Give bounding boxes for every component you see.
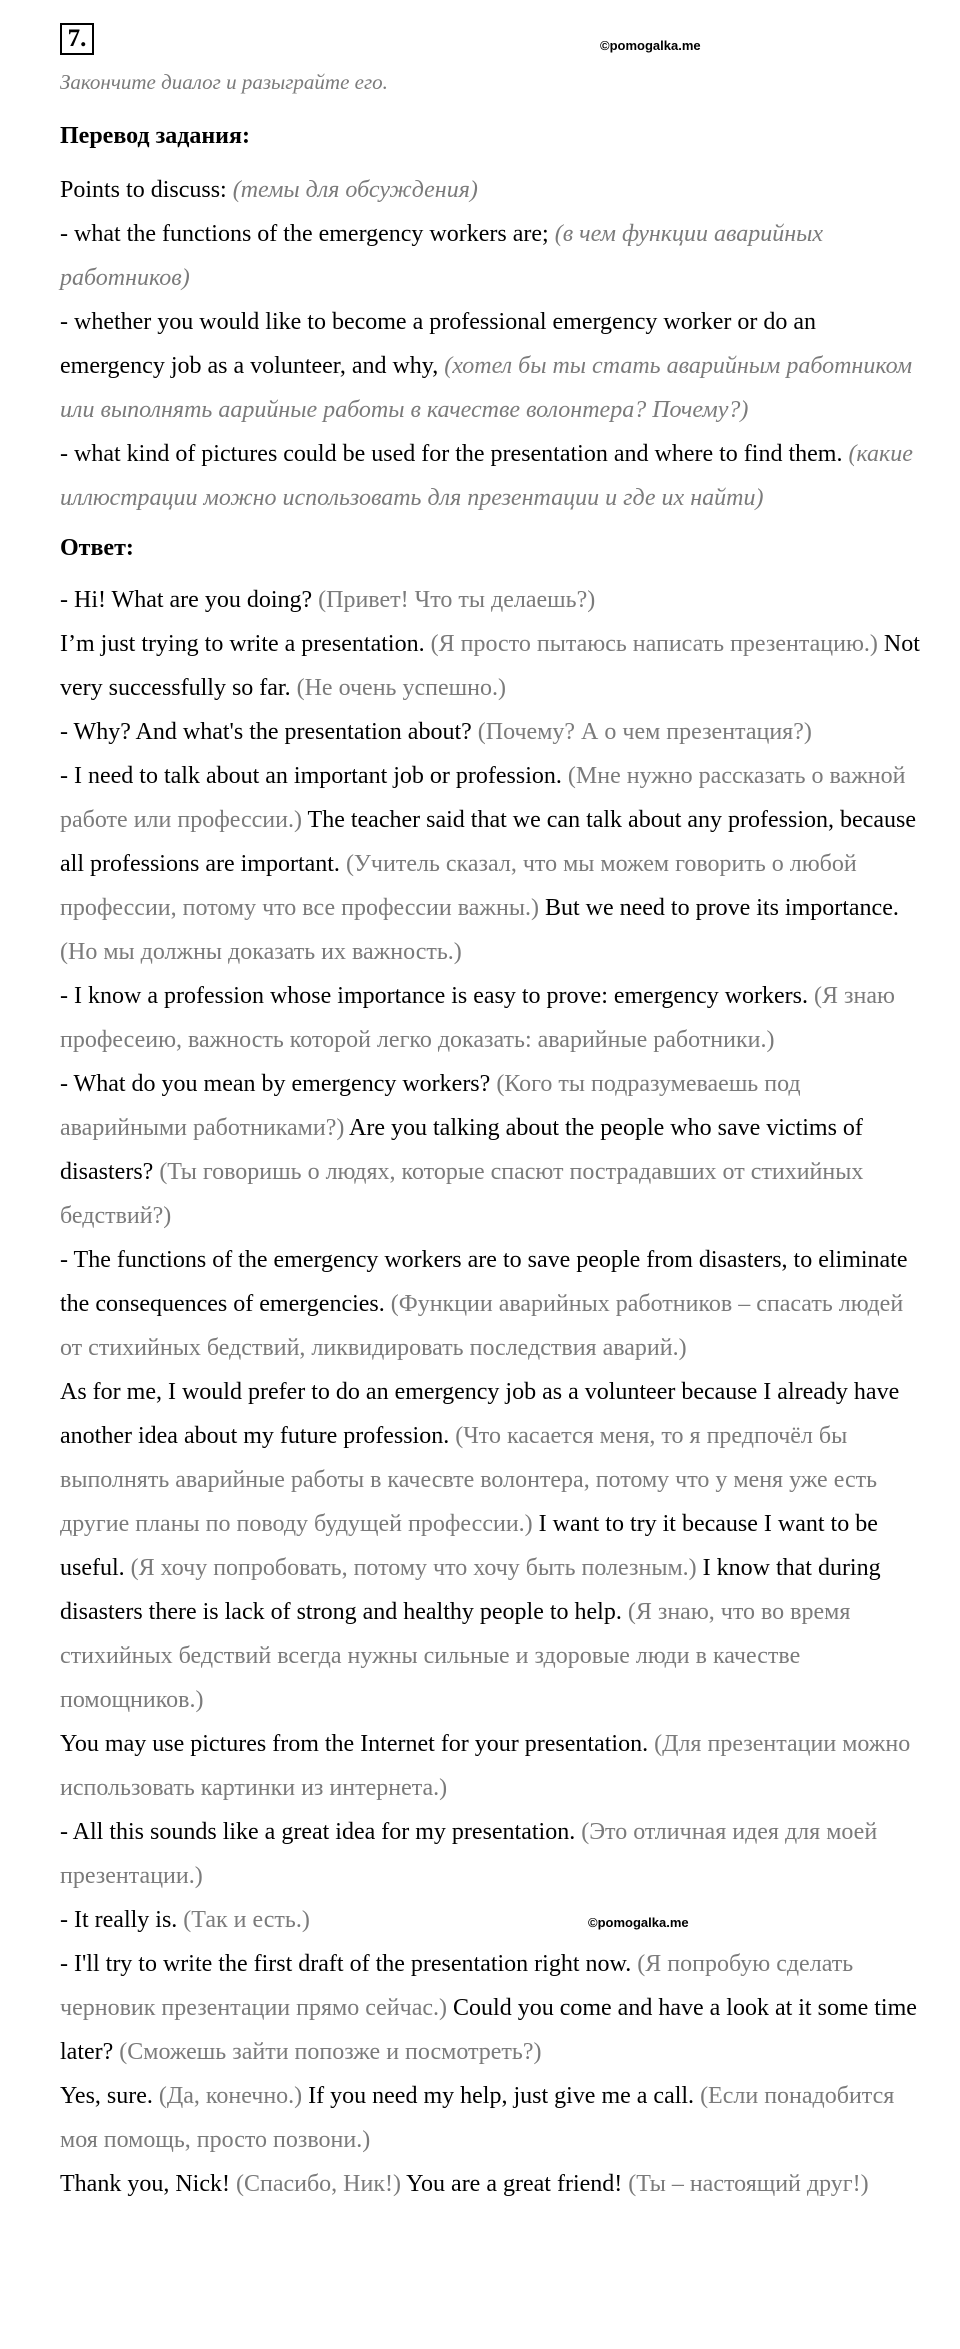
russian-translation: (хотел бы ты стать аварийным работником или выполнять аарийные работы в качестве волонтера? Почему?): [60, 353, 913, 423]
russian-translation: (Сможешь зайти попозже и посмотреть?): [119, 2039, 542, 2065]
english-text: - It really is.: [60, 1907, 184, 1933]
english-text: Points to discuss:: [60, 177, 233, 203]
task-translation-heading: Перевод задания:: [60, 123, 250, 149]
russian-translation: (Привет! Что ты делаешь?): [318, 587, 596, 613]
english-text: Could you come and have a look at it some time later?: [60, 1995, 917, 2065]
english-text: - What do you mean by emergency workers?: [60, 1071, 497, 1097]
english-text: If you need my help, just give me a call.: [302, 2083, 701, 2109]
russian-translation: (Я просто пытаюсь написать презентацию.): [430, 631, 878, 657]
russian-translation: (Я хочу попробовать, потому что хочу быть полезным.): [130, 1555, 697, 1581]
russian-translation: (Что касается меня, то я предпочёл бы выполнять аварийные работы в качесвте волонтера, потому что у меня уже есть другие планы по поводу будущей профессии.): [60, 1423, 878, 1537]
russian-translation: (Я попробую сделать черновик презентации прямо сейчас.): [60, 1951, 854, 2021]
russian-translation: (Для презентации можно использовать картинки из интернета.): [60, 1731, 911, 1801]
russian-translation: (Так и есть.): [183, 1907, 310, 1933]
english-text: - I'll try to write the first draft of the presentation right now.: [60, 1951, 638, 1977]
english-text: - I need to talk about an important job or profession.: [60, 763, 568, 789]
english-text: - I know a profession whose importance is easy to prove: emergency workers.: [60, 983, 815, 1009]
dialog-line: [60, 578, 920, 622]
russian-translation: (Но мы должны доказать их важность.): [60, 939, 462, 965]
english-text: I’m just trying to write a presentation.: [60, 631, 431, 657]
russian-translation: (Ты говоришь о людях, которые спасют пострадавших от стихийных бедствий?): [60, 1159, 864, 1229]
dialog-line: [60, 1238, 920, 1370]
english-text: Not very successfully so far.: [60, 631, 920, 701]
dialog-line: [60, 1942, 920, 2074]
dialog-line: [60, 2162, 920, 2206]
document-body: [60, 114, 920, 2206]
watermark-top: ©pomogalka.me: [600, 38, 701, 53]
dialog-line: [60, 622, 920, 710]
dialog-line: [60, 2074, 920, 2162]
russian-translation: (Ты – настоящий друг!): [628, 2171, 869, 2197]
dialog-line: [60, 1062, 920, 1238]
english-text: I know that during disasters there is lack of strong and healthy people to help.: [60, 1555, 881, 1625]
russian-translation: (Я знаю професеию, важность которой легко доказать: аварийные работники.): [60, 983, 895, 1053]
english-text: - The functions of the emergency workers are to save people from disasters, to eliminate the consequences of emergencies.: [60, 1247, 908, 1317]
english-text: - All this sounds like a great idea for my presentation.: [60, 1819, 582, 1845]
english-text: As for me, I would prefer to do an emergency job as a volunteer because I already have another idea about my future profession.: [60, 1379, 900, 1449]
english-text: - Hi! What are you doing?: [60, 587, 319, 613]
exercise-instruction: Закончите диалог и разыграйте его.: [60, 70, 388, 94]
russian-translation: (Я знаю, что во время стихийных бедствий всегда нужны сильные и здоровые люди в качестве помощников.): [60, 1599, 851, 1713]
dialog-line: [60, 710, 920, 754]
english-text: But we need to prove its importance.: [538, 895, 899, 921]
english-text: - what kind of pictures could be used for the presentation and where to find them.: [60, 441, 849, 467]
english-text: You may use pictures from the Internet for your presentation.: [60, 1731, 655, 1757]
russian-translation: (Это отличная идея для моей презентации.): [60, 1819, 878, 1889]
english-text: Yes, sure.: [60, 2083, 159, 2109]
english-text: Are you talking about the people who save victims of disasters?: [60, 1115, 863, 1185]
russian-translation: (Не очень успешно.): [296, 675, 506, 701]
task-translation-list: [60, 168, 920, 520]
watermark-middle: ©pomogalka.me: [588, 1915, 689, 1930]
russian-translation: (какие иллюстрации можно использовать для презентации и где их найти): [60, 441, 913, 511]
dialog-line: [60, 754, 920, 974]
task-point: [60, 300, 920, 432]
english-text: Thank you, Nick!: [60, 2171, 236, 2197]
english-text: - what the functions of the emergency workers are;: [60, 221, 555, 247]
english-text: I want to try it because I want to be useful.: [60, 1511, 878, 1581]
dialog-line: [60, 1722, 920, 1810]
task-point: [60, 168, 920, 212]
russian-translation: (темы для обсуждения): [232, 177, 478, 203]
exercise-number: 7.: [60, 23, 94, 55]
russian-translation: (Если понадобится моя помощь, просто позвони.): [60, 2083, 895, 2153]
english-text: - Why? And what's the presentation about?: [60, 719, 478, 745]
dialog-line: [60, 1898, 920, 1942]
russian-translation: (Кого ты подразумеваешь под аварийными работниками?): [60, 1071, 801, 1141]
dialog-line: [60, 974, 920, 1062]
russian-translation: (Почему? А о чем презентация?): [477, 719, 812, 745]
task-point: [60, 432, 920, 520]
english-text: - whether you would like to become a professional emergency worker or do an emergency job as a volunteer, and why,: [60, 309, 816, 379]
russian-translation: (в чем функции аварийных работников): [60, 221, 824, 291]
russian-translation: (Функции аварийных работников – спасать людей от стихийных бедствий, ликвидировать последствия аварий.): [60, 1291, 904, 1361]
russian-translation: (Спасибо, Ник!): [235, 2171, 401, 2197]
answer-heading: Ответ:: [60, 535, 134, 561]
english-text: The teacher said that we can talk about any profession, because all professions are important.: [60, 807, 916, 877]
task-point: [60, 212, 920, 300]
russian-translation: (Да, конечно.): [158, 2083, 303, 2109]
dialog-line: [60, 1810, 920, 1898]
russian-translation: (Мне нужно рассказать о важной работе или профессии.): [60, 763, 906, 833]
english-text: You are a great friend!: [401, 2171, 629, 2197]
dialog-line: [60, 1370, 920, 1722]
russian-translation: (Учитель сказал, что мы можем говорить о любой профессии, потому что все профессии важны.): [60, 851, 857, 921]
answer-dialog: [60, 578, 920, 2206]
